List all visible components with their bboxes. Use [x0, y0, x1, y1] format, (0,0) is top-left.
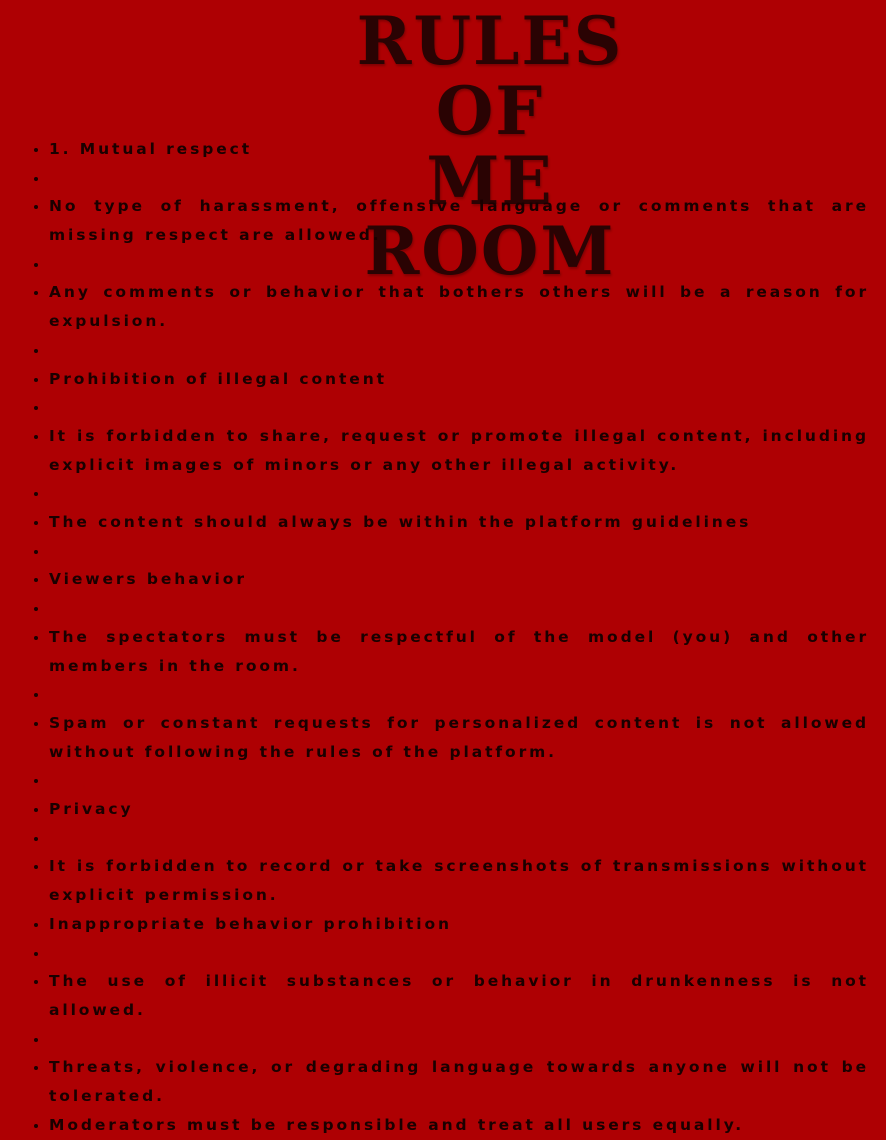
empty-list-item — [49, 537, 869, 566]
title-line-1: RULES OF — [356, 2, 624, 150]
empty-list-item — [49, 393, 869, 422]
empty-list-item — [49, 336, 869, 365]
rule-list-item: • Spam or constant requests for personalized content is not allowed without following the rules of the platform. — [49, 709, 869, 766]
rule-list-item: • The content should always be within the platform guidelines — [49, 508, 869, 537]
empty-list-item — [49, 479, 869, 508]
title-line-2: ME ROOM — [364, 142, 616, 290]
rule-list-item: • Threats, violence, or degrading language towards anyone will not be tolerated. — [49, 1053, 869, 1110]
empty-list-item — [49, 766, 869, 795]
empty-list-item — [49, 1025, 869, 1054]
rule-list-item: • It is forbidden to share, request or promote illegal content, including explicit images of minors or any other illegal activity. — [49, 422, 869, 479]
empty-list-item — [49, 824, 869, 853]
rule-list-item: • Prohibition of illegal content — [49, 365, 869, 394]
empty-list-item — [49, 594, 869, 623]
empty-list-item — [49, 680, 869, 709]
rule-list-item: • Viewers behavior — [49, 565, 869, 594]
rule-list-item: • Moderators must be responsible and treat all users equally. — [49, 1111, 869, 1140]
rule-list-item: • The spectators must be respectful of the model (you) and other members in the room. — [49, 623, 869, 680]
empty-list-item — [49, 939, 869, 968]
rule-list-item: • Any comments or behavior that bothers others will be a reason for expulsion. — [49, 278, 869, 335]
rules-list — [0, 135, 869, 1139]
rule-list-item: • Privacy — [49, 795, 869, 824]
rule-list-item: • 1. Mutual respect — [49, 135, 869, 164]
empty-list-item — [49, 164, 869, 193]
rule-list-item: • No type of harassment, offensive language or comments that are missing respect are allowed. — [49, 192, 869, 249]
rule-list-item: • The use of illicit substances or behavior in drunkenness is not allowed. — [49, 967, 869, 1024]
rule-list-item: • It is forbidden to record or take screenshots of transmissions without explicit permission. — [49, 852, 869, 909]
empty-list-item — [49, 250, 869, 279]
rule-list-item: • Inappropriate behavior prohibition — [49, 910, 869, 939]
